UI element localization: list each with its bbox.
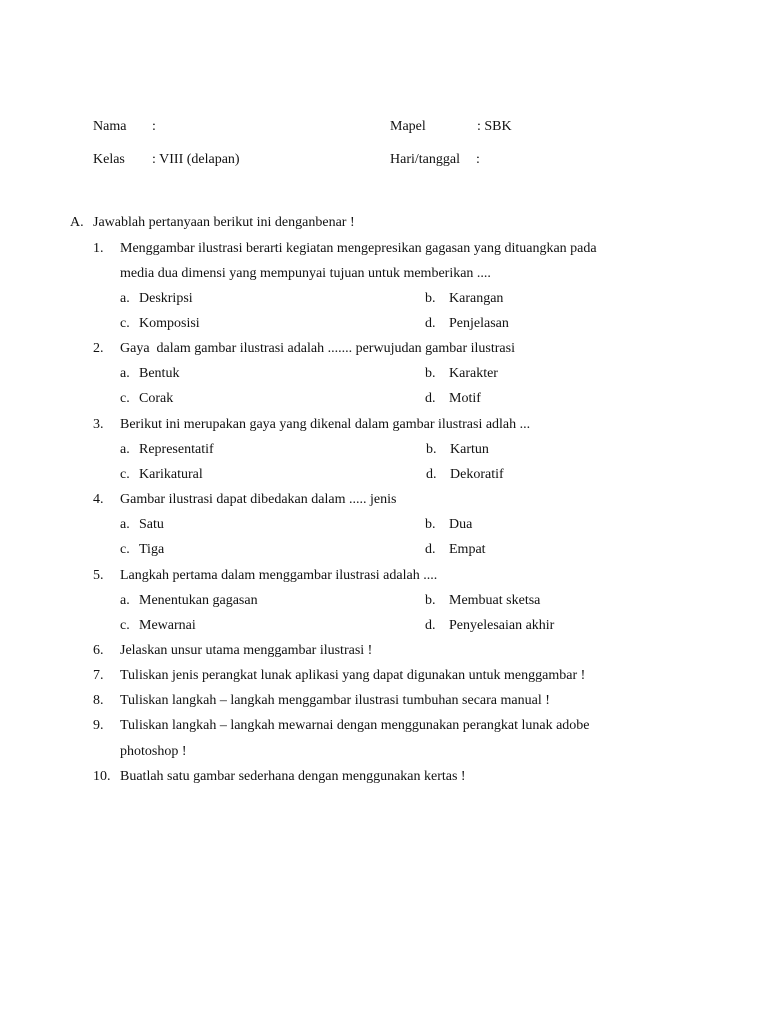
option-letter: a. — [120, 291, 130, 306]
option-text: Karakter — [449, 366, 498, 381]
question-text-line: Gambar ilustrasi dapat dibedakan dalam ..... jenis — [120, 492, 397, 507]
question-text-line: media dua dimensi yang mempunyai tujuan untuk memberikan .... — [120, 266, 491, 281]
question-number: 3. — [93, 417, 104, 432]
nama-value: : — [152, 119, 156, 134]
option-text: Penjelasan — [449, 316, 509, 331]
option-letter: c. — [120, 542, 130, 557]
question-number: 1. — [93, 241, 104, 256]
mapel-label: Mapel — [390, 119, 426, 134]
option-letter: d. — [425, 542, 436, 557]
option-text: Karangan — [449, 291, 504, 306]
question-number: 6. — [93, 643, 104, 658]
option-text: Dua — [449, 517, 473, 532]
section-letter: A. — [70, 215, 84, 230]
option-letter: c. — [120, 618, 130, 633]
question-text-line: Buatlah satu gambar sederhana dengan menggunakan kertas ! — [120, 769, 466, 784]
option-letter: c. — [120, 467, 130, 482]
question-number: 5. — [93, 568, 104, 583]
question-number: 10. — [93, 769, 111, 784]
question-number: 2. — [93, 341, 104, 356]
section-instruction: Jawablah pertanyaan berikut ini denganbenar ! — [93, 215, 355, 230]
question-text-line: photoshop ! — [120, 744, 187, 759]
option-letter: a. — [120, 442, 130, 457]
option-text: Penyelesaian akhir — [449, 618, 555, 633]
option-text: Membuat sketsa — [449, 593, 541, 608]
option-letter: d. — [425, 391, 436, 406]
option-text: Deskripsi — [139, 291, 193, 306]
option-letter: d. — [426, 467, 437, 482]
question-number: 7. — [93, 668, 104, 683]
option-text: Menentukan gagasan — [139, 593, 258, 608]
option-letter: b. — [425, 366, 436, 381]
option-letter: a. — [120, 593, 130, 608]
option-letter: b. — [425, 593, 436, 608]
question-text-line: Menggambar ilustrasi berarti kegiatan mengepresikan gagasan yang dituangkan pada — [120, 241, 597, 256]
question-text-line: Gaya dalam gambar ilustrasi adalah ....... perwujudan gambar ilustrasi — [120, 341, 515, 356]
option-text: Karikatural — [139, 467, 203, 482]
option-text: Komposisi — [139, 316, 200, 331]
option-text: Motif — [449, 391, 481, 406]
question-text-line: Jelaskan unsur utama menggambar ilustrasi ! — [120, 643, 373, 658]
question-number: 8. — [93, 693, 104, 708]
option-text: Bentuk — [139, 366, 180, 381]
hari-tanggal-value: : — [476, 152, 480, 167]
question-text-line: Tuliskan jenis perangkat lunak aplikasi yang dapat digunakan untuk menggambar ! — [120, 668, 586, 683]
option-letter: a. — [120, 366, 130, 381]
option-text: Satu — [139, 517, 164, 532]
option-text: Tiga — [139, 542, 165, 557]
hari-tanggal-label: Hari/tanggal — [390, 152, 460, 167]
option-letter: a. — [120, 517, 130, 532]
nama-label: Nama — [93, 119, 127, 134]
kelas-label: Kelas — [93, 152, 125, 167]
option-text: Representatif — [139, 442, 214, 457]
option-text: Mewarnai — [139, 618, 196, 633]
question-text-line: Tuliskan langkah – langkah menggambar ilustrasi tumbuhan secara manual ! — [120, 693, 550, 708]
option-text: Corak — [139, 391, 174, 406]
option-letter: c. — [120, 316, 130, 331]
question-number: 9. — [93, 718, 104, 733]
option-letter: c. — [120, 391, 130, 406]
option-text: Dekoratif — [450, 467, 504, 482]
option-letter: b. — [425, 291, 436, 306]
option-letter: d. — [425, 618, 436, 633]
mapel-value: : SBK — [477, 119, 512, 134]
question-text-line: Langkah pertama dalam menggambar ilustrasi adalah .... — [120, 568, 438, 583]
option-letter: b. — [425, 517, 436, 532]
kelas-value: : VIII (delapan) — [152, 152, 240, 167]
option-text: Empat — [449, 542, 486, 557]
option-letter: d. — [425, 316, 436, 331]
question-text-line: Tuliskan langkah – langkah mewarnai dengan menggunakan perangkat lunak adobe — [120, 718, 590, 733]
option-letter: b. — [426, 442, 437, 457]
option-text: Kartun — [450, 442, 489, 457]
question-text-line: Berikut ini merupakan gaya yang dikenal dalam gambar ilustrasi adlah ... — [120, 417, 531, 432]
question-number: 4. — [93, 492, 104, 507]
